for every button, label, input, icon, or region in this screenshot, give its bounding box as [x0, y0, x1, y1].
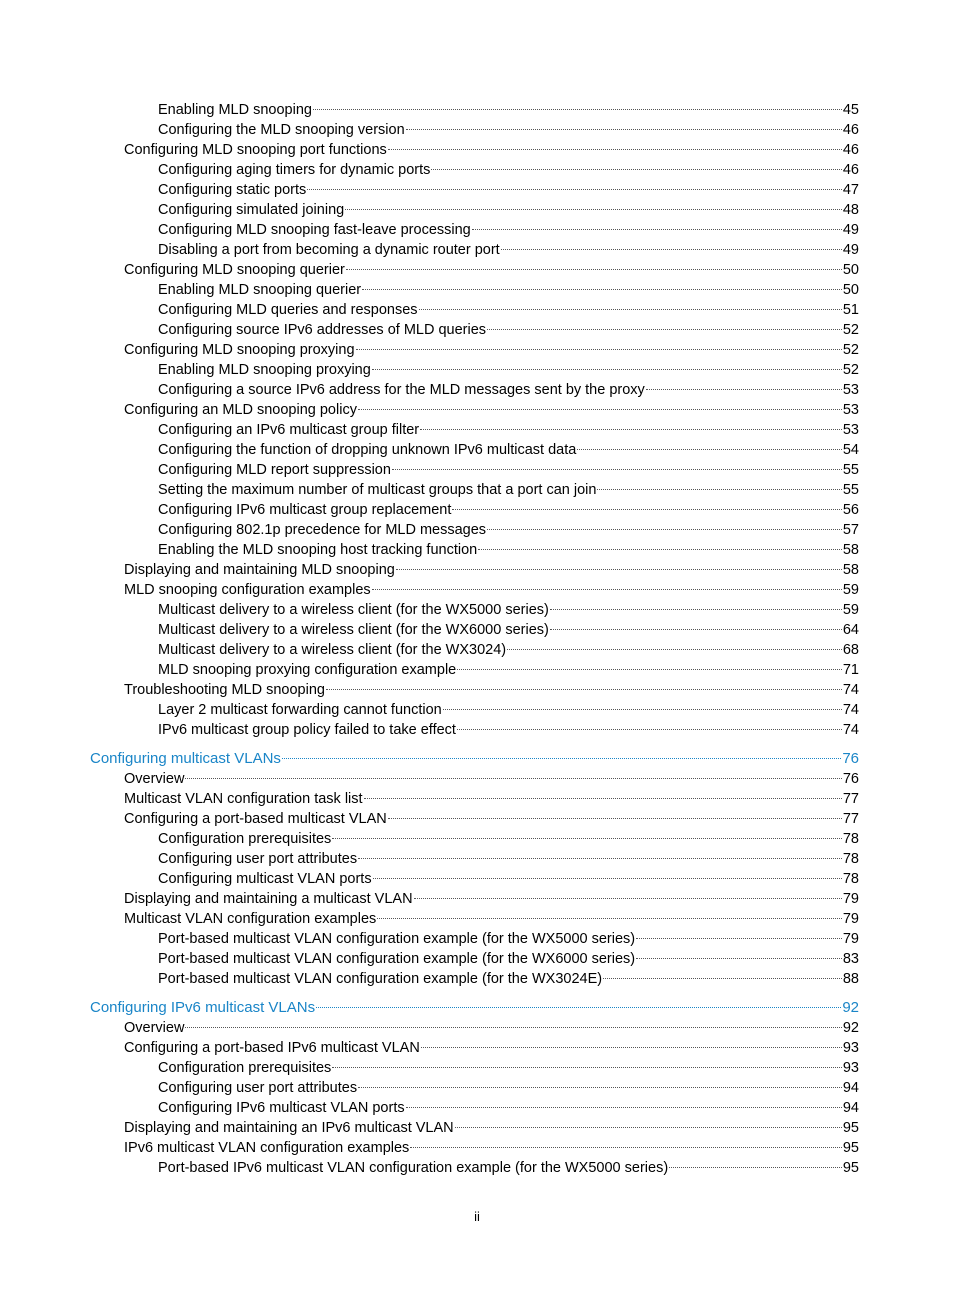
toc-entry-row	[124, 769, 859, 789]
toc-dot-leader	[410, 1147, 842, 1148]
toc-entry-title: Configuring multicast VLAN ports	[158, 871, 372, 887]
toc-entry-title: Troubleshooting MLD snooping	[124, 682, 325, 698]
toc-entry-link[interactable]	[0, 640, 954, 660]
toc-entry-row	[158, 600, 859, 620]
toc-entry-row	[158, 420, 859, 440]
toc-dot-leader	[362, 289, 842, 290]
toc-dot-leader	[358, 858, 842, 859]
toc-entry-row	[158, 440, 859, 460]
toc-entry-title: Port-based multicast VLAN configuration example (for the WX3024E)	[158, 971, 603, 987]
toc-entry-title: Configuring multicast VLANs	[90, 750, 281, 767]
toc-dot-leader	[358, 409, 842, 410]
toc-page-number: 92	[842, 1020, 859, 1036]
toc-page-number: 52	[842, 322, 859, 338]
toc-entry-link[interactable]	[0, 300, 954, 320]
toc-entry-title: Setting the maximum number of multicast groups that a port can join	[158, 482, 597, 498]
toc-entry-row	[124, 909, 859, 929]
toc-page-number: 54	[842, 442, 859, 458]
toc-entry-row	[124, 889, 859, 909]
toc-page-number: 83	[842, 951, 859, 967]
toc-page-number: 92	[842, 999, 859, 1016]
toc-dot-leader	[550, 629, 842, 630]
toc-entry-row	[158, 460, 859, 480]
toc-entry-row	[158, 849, 859, 869]
toc-page-number: 93	[842, 1040, 859, 1056]
toc-dot-leader	[457, 729, 842, 730]
toc-page-number: 74	[842, 722, 859, 738]
toc-entry-title: Enabling MLD snooping	[158, 102, 312, 118]
toc-entry-title: Configuration prerequisites	[158, 831, 332, 847]
toc-entry-title: Configuring a port-based IPv6 multicast VLAN	[124, 1040, 420, 1056]
toc-entry-row	[158, 1078, 859, 1098]
toc-dot-leader	[443, 709, 842, 710]
toc-entry-link[interactable]	[0, 360, 954, 380]
toc-entry-row	[158, 720, 859, 740]
toc-entry-link[interactable]	[0, 809, 954, 829]
toc-page-number: 68	[842, 642, 859, 658]
toc-entry-row	[158, 500, 859, 520]
toc-dot-leader	[487, 529, 842, 530]
toc-page-number: 55	[842, 482, 859, 498]
toc-dot-leader	[501, 249, 842, 250]
toc-entry-row	[158, 300, 859, 320]
toc-entry-row	[124, 140, 859, 160]
toc-page-number: 47	[842, 182, 859, 198]
toc-page-number: 52	[842, 362, 859, 378]
toc-dot-leader	[396, 569, 842, 570]
toc-entry-row	[124, 560, 859, 580]
toc-entry-row	[158, 829, 859, 849]
toc-dot-leader	[431, 169, 841, 170]
toc-dot-leader	[550, 609, 842, 610]
toc-page-number: 49	[842, 222, 859, 238]
toc-entry-title: Configuring IPv6 multicast VLANs	[90, 999, 316, 1016]
toc-dot-leader	[185, 778, 841, 779]
toc-entry-link[interactable]	[0, 660, 954, 680]
toc-entry-title: Configuring a port-based multicast VLAN	[124, 811, 387, 827]
toc-entry-title: Configuring MLD snooping fast-leave processing	[158, 222, 471, 238]
toc-dot-leader	[185, 1027, 841, 1028]
toc-page-number: 77	[842, 811, 859, 827]
toc-dot-leader	[487, 329, 842, 330]
toc-entry-title: Displaying and maintaining MLD snooping	[124, 562, 395, 578]
toc-entry-row	[158, 240, 859, 260]
toc-entry-link[interactable]	[0, 1158, 954, 1178]
toc-entry-row	[124, 1138, 859, 1158]
toc-dot-leader	[307, 189, 842, 190]
toc-entry-link[interactable]	[0, 200, 954, 220]
toc-page-number: 59	[842, 582, 859, 598]
toc-entry-title: Enabling MLD snooping querier	[158, 282, 362, 298]
toc-entry-title: MLD snooping proxying configuration example	[158, 662, 457, 678]
toc-entry-title: Port-based multicast VLAN configuration example (for the WX6000 series)	[158, 951, 636, 967]
toc-dot-leader	[364, 798, 842, 799]
toc-entry-title: Overview	[124, 771, 185, 787]
toc-entry-link[interactable]	[0, 829, 954, 849]
toc-entry-link[interactable]	[0, 260, 954, 280]
toc-entry-title: Displaying and maintaining an IPv6 multicast VLAN	[124, 1120, 454, 1136]
toc-dot-leader	[577, 449, 842, 450]
toc-dot-leader	[406, 129, 842, 130]
toc-dot-leader	[472, 229, 842, 230]
toc-entry-title: Configuring MLD snooping proxying	[124, 342, 355, 358]
toc-page-number: 48	[842, 202, 859, 218]
toc-entry-row	[158, 869, 859, 889]
toc-entry-link[interactable]	[0, 420, 954, 440]
toc-page-number: 78	[842, 851, 859, 867]
toc-page-number: 58	[842, 542, 859, 558]
toc-page-number: 46	[842, 142, 859, 158]
toc-dot-leader	[406, 1107, 842, 1108]
toc-entry-row	[124, 400, 859, 420]
toc-entry-row	[158, 380, 859, 400]
toc-entry-row	[158, 1058, 859, 1078]
toc-page-number: 76	[842, 771, 859, 787]
toc-entry-title: Multicast VLAN configuration task list	[124, 791, 363, 807]
toc-page-number: 50	[842, 282, 859, 298]
toc-entry-title: Enabling MLD snooping proxying	[158, 362, 371, 378]
toc-entry-row	[158, 1098, 859, 1118]
toc-dot-leader	[332, 1067, 842, 1068]
toc-entry-row	[158, 160, 859, 180]
toc-page-number: 76	[842, 750, 859, 767]
toc-dot-leader	[388, 149, 842, 150]
toc-page-number: 71	[842, 662, 859, 678]
toc-entry-title: Multicast delivery to a wireless client (for the WX5000 series)	[158, 602, 549, 618]
toc-dot-leader	[313, 109, 842, 110]
toc-entry-row	[158, 320, 859, 340]
toc-page-number: 79	[842, 891, 859, 907]
toc-entry-link[interactable]	[0, 560, 954, 580]
toc-entry-link[interactable]	[0, 700, 954, 720]
toc-entry-link[interactable]	[0, 600, 954, 620]
toc-entry-link[interactable]	[0, 1138, 954, 1158]
toc-entry-title: Configuration prerequisites	[158, 1060, 332, 1076]
toc-page-number: 46	[842, 122, 859, 138]
toc-entry-link[interactable]	[0, 540, 954, 560]
toc-entry-row	[158, 949, 859, 969]
toc-dot-leader	[346, 269, 842, 270]
toc-page-number: 79	[842, 911, 859, 927]
table-of-contents	[0, 100, 954, 1178]
toc-entry-row	[158, 100, 859, 120]
toc-dot-leader	[388, 818, 842, 819]
toc-entry-row	[158, 969, 859, 989]
toc-entry-row	[124, 809, 859, 829]
toc-entry-row	[90, 749, 859, 769]
toc-dot-leader	[377, 918, 842, 919]
toc-page-number: 58	[842, 562, 859, 578]
toc-dot-leader	[636, 958, 842, 959]
toc-entry-title: MLD snooping configuration examples	[124, 582, 371, 598]
toc-entry-title: Configuring user port attributes	[158, 851, 358, 867]
toc-entry-row	[124, 340, 859, 360]
toc-chapter-link[interactable]	[0, 749, 954, 769]
toc-page-number: 94	[842, 1100, 859, 1116]
toc-entry-link[interactable]	[0, 500, 954, 520]
toc-page-number: 74	[842, 702, 859, 718]
toc-entry-title: Configuring a source IPv6 address for the MLD messages sent by the proxy	[158, 382, 645, 398]
toc-entry-link[interactable]	[0, 400, 954, 420]
toc-entry-row	[158, 200, 859, 220]
toc-entry-link[interactable]	[0, 1038, 954, 1058]
toc-entry-row	[158, 360, 859, 380]
toc-entry-link[interactable]	[0, 340, 954, 360]
toc-entry-title: Layer 2 multicast forwarding cannot function	[158, 702, 442, 718]
toc-dot-leader	[356, 349, 842, 350]
toc-dot-leader	[452, 509, 841, 510]
toc-entry-title: Configuring MLD report suppression	[158, 462, 391, 478]
toc-entry-title: Configuring the MLD snooping version	[158, 122, 405, 138]
toc-entry-title: Multicast delivery to a wireless client (for the WX3024)	[158, 642, 507, 658]
toc-entry-link[interactable]	[0, 789, 954, 809]
toc-page-number: 88	[842, 971, 859, 987]
toc-entry-row	[158, 640, 859, 660]
toc-entry-title: Configuring source IPv6 addresses of MLD queries	[158, 322, 487, 338]
toc-entry-link[interactable]	[0, 620, 954, 640]
toc-entry-link[interactable]	[0, 1078, 954, 1098]
toc-dot-leader	[646, 389, 842, 390]
toc-page-number: 64	[842, 622, 859, 638]
toc-entry-title: Configuring aging timers for dynamic ports	[158, 162, 431, 178]
toc-entry-row	[158, 280, 859, 300]
toc-entry-title: Configuring IPv6 multicast group replacement	[158, 502, 452, 518]
toc-page-number: 95	[842, 1160, 859, 1176]
toc-entry-row	[124, 1018, 859, 1038]
toc-entry-link[interactable]	[0, 869, 954, 889]
toc-page-number: 45	[842, 102, 859, 118]
toc-dot-leader	[373, 878, 842, 879]
toc-page-number: 78	[842, 831, 859, 847]
toc-entry-title: Configuring IPv6 multicast VLAN ports	[158, 1100, 405, 1116]
page-number: ii	[474, 1209, 480, 1224]
toc-entry-row	[158, 520, 859, 540]
toc-entry-link[interactable]	[0, 1058, 954, 1078]
toc-page-number: 95	[842, 1120, 859, 1136]
toc-entry-row	[158, 1158, 859, 1178]
toc-dot-leader	[669, 1167, 842, 1168]
toc-entry-link[interactable]	[0, 100, 954, 120]
toc-entry-row	[124, 1118, 859, 1138]
toc-dot-leader	[507, 649, 842, 650]
toc-entry-row	[124, 680, 859, 700]
toc-entry-link[interactable]	[0, 889, 954, 909]
toc-page-number: 95	[842, 1140, 859, 1156]
toc-entry-row	[158, 120, 859, 140]
toc-entry-title: Enabling the MLD snooping host tracking function	[158, 542, 478, 558]
toc-page-number: 53	[842, 422, 859, 438]
toc-page-number: 53	[842, 382, 859, 398]
toc-entry-link[interactable]	[0, 929, 954, 949]
toc-page-number: 49	[842, 242, 859, 258]
toc-entry-row	[158, 929, 859, 949]
toc-entry-link[interactable]	[0, 220, 954, 240]
toc-page-number: 46	[842, 162, 859, 178]
toc-entry-row	[158, 480, 859, 500]
toc-dot-leader	[345, 209, 842, 210]
toc-page-number: 93	[842, 1060, 859, 1076]
toc-entry-title: Configuring MLD snooping port functions	[124, 142, 387, 158]
toc-entry-link[interactable]	[0, 280, 954, 300]
toc-dot-leader	[414, 898, 842, 899]
toc-entry-link[interactable]	[0, 969, 954, 989]
toc-dot-leader	[597, 489, 841, 490]
toc-dot-leader	[392, 469, 842, 470]
toc-entry-link[interactable]	[0, 380, 954, 400]
toc-entry-link[interactable]	[0, 160, 954, 180]
toc-entry-link[interactable]	[0, 320, 954, 340]
toc-entry-title: Multicast VLAN configuration examples	[124, 911, 377, 927]
toc-dot-leader	[332, 838, 842, 839]
toc-entry-title: Configuring simulated joining	[158, 202, 345, 218]
toc-entry-title: IPv6 multicast group policy failed to take effect	[158, 722, 456, 738]
toc-entry-link[interactable]	[0, 720, 954, 740]
toc-page-number: 56	[842, 502, 859, 518]
toc-entry-link[interactable]	[0, 520, 954, 540]
toc-dot-leader	[372, 589, 842, 590]
toc-entry-title: Overview	[124, 1020, 185, 1036]
toc-dot-leader	[636, 938, 842, 939]
toc-entry-title: Configuring user port attributes	[158, 1080, 358, 1096]
toc-dot-leader	[326, 689, 842, 690]
toc-entry-title: Port-based IPv6 multicast VLAN configuration example (for the WX5000 series)	[158, 1160, 669, 1176]
toc-dot-leader	[457, 669, 842, 670]
toc-chapter-link[interactable]	[0, 998, 954, 1018]
toc-entry-title: Configuring an IPv6 multicast group filter	[158, 422, 420, 438]
toc-page-number: 51	[842, 302, 859, 318]
toc-entry-link[interactable]	[0, 120, 954, 140]
toc-entry-link[interactable]	[0, 480, 954, 500]
toc-entry-row	[158, 700, 859, 720]
toc-entry-row	[124, 580, 859, 600]
toc-entry-title: Configuring MLD snooping querier	[124, 262, 345, 278]
toc-dot-leader	[603, 978, 842, 979]
toc-entry-title: IPv6 multicast VLAN configuration examples	[124, 1140, 410, 1156]
toc-entry-link[interactable]	[0, 769, 954, 789]
toc-entry-link[interactable]	[0, 909, 954, 929]
toc-entry-title: Configuring MLD queries and responses	[158, 302, 418, 318]
toc-entry-row	[124, 260, 859, 280]
toc-entry-link[interactable]	[0, 580, 954, 600]
toc-dot-leader	[455, 1127, 842, 1128]
toc-entry-row	[158, 180, 859, 200]
toc-entry-link[interactable]	[0, 1118, 954, 1138]
toc-page-number: 59	[842, 602, 859, 618]
toc-entry-row	[158, 540, 859, 560]
toc-entry-title: Configuring an MLD snooping policy	[124, 402, 357, 418]
toc-dot-leader	[478, 549, 842, 550]
toc-page-number: 79	[842, 931, 859, 947]
toc-dot-leader	[420, 429, 842, 430]
toc-entry-link[interactable]	[0, 460, 954, 480]
toc-page-number: 77	[842, 791, 859, 807]
toc-entry-link[interactable]	[0, 1018, 954, 1038]
toc-dot-leader	[372, 369, 842, 370]
toc-entry-row	[158, 620, 859, 640]
toc-entry-title: Multicast delivery to a wireless client (for the WX6000 series)	[158, 622, 549, 638]
toc-page-number: 55	[842, 462, 859, 478]
toc-entry-title: Port-based multicast VLAN configuration example (for the WX5000 series)	[158, 931, 636, 947]
toc-entry-link[interactable]	[0, 849, 954, 869]
toc-page-number: 94	[842, 1080, 859, 1096]
toc-dot-leader	[419, 309, 842, 310]
toc-entry-link[interactable]	[0, 180, 954, 200]
toc-entry-title: Configuring the function of dropping unknown IPv6 multicast data	[158, 442, 577, 458]
toc-page-number: 78	[842, 871, 859, 887]
toc-page-number: 57	[842, 522, 859, 538]
toc-entry-link[interactable]	[0, 680, 954, 700]
toc-dot-leader	[421, 1047, 842, 1048]
toc-entry-row	[124, 789, 859, 809]
toc-entry-link[interactable]	[0, 140, 954, 160]
toc-page-number: 74	[842, 682, 859, 698]
toc-page-number: 50	[842, 262, 859, 278]
toc-page-number: 53	[842, 402, 859, 418]
toc-entry-row	[158, 660, 859, 680]
toc-entry-row	[158, 220, 859, 240]
toc-dot-leader	[358, 1087, 842, 1088]
toc-entry-title: Displaying and maintaining a multicast VLAN	[124, 891, 413, 907]
toc-entry-title: Configuring static ports	[158, 182, 307, 198]
toc-page-number: 52	[842, 342, 859, 358]
toc-entry-title: Disabling a port from becoming a dynamic router port	[158, 242, 500, 258]
toc-entry-link[interactable]	[0, 440, 954, 460]
toc-entry-title: Configuring 802.1p precedence for MLD messages	[158, 522, 487, 538]
toc-entry-row	[90, 998, 859, 1018]
toc-entry-link[interactable]	[0, 240, 954, 260]
toc-entry-row	[124, 1038, 859, 1058]
toc-dot-leader	[316, 1007, 841, 1008]
toc-dot-leader	[282, 758, 841, 759]
toc-entry-link[interactable]	[0, 949, 954, 969]
toc-entry-link[interactable]	[0, 1098, 954, 1118]
